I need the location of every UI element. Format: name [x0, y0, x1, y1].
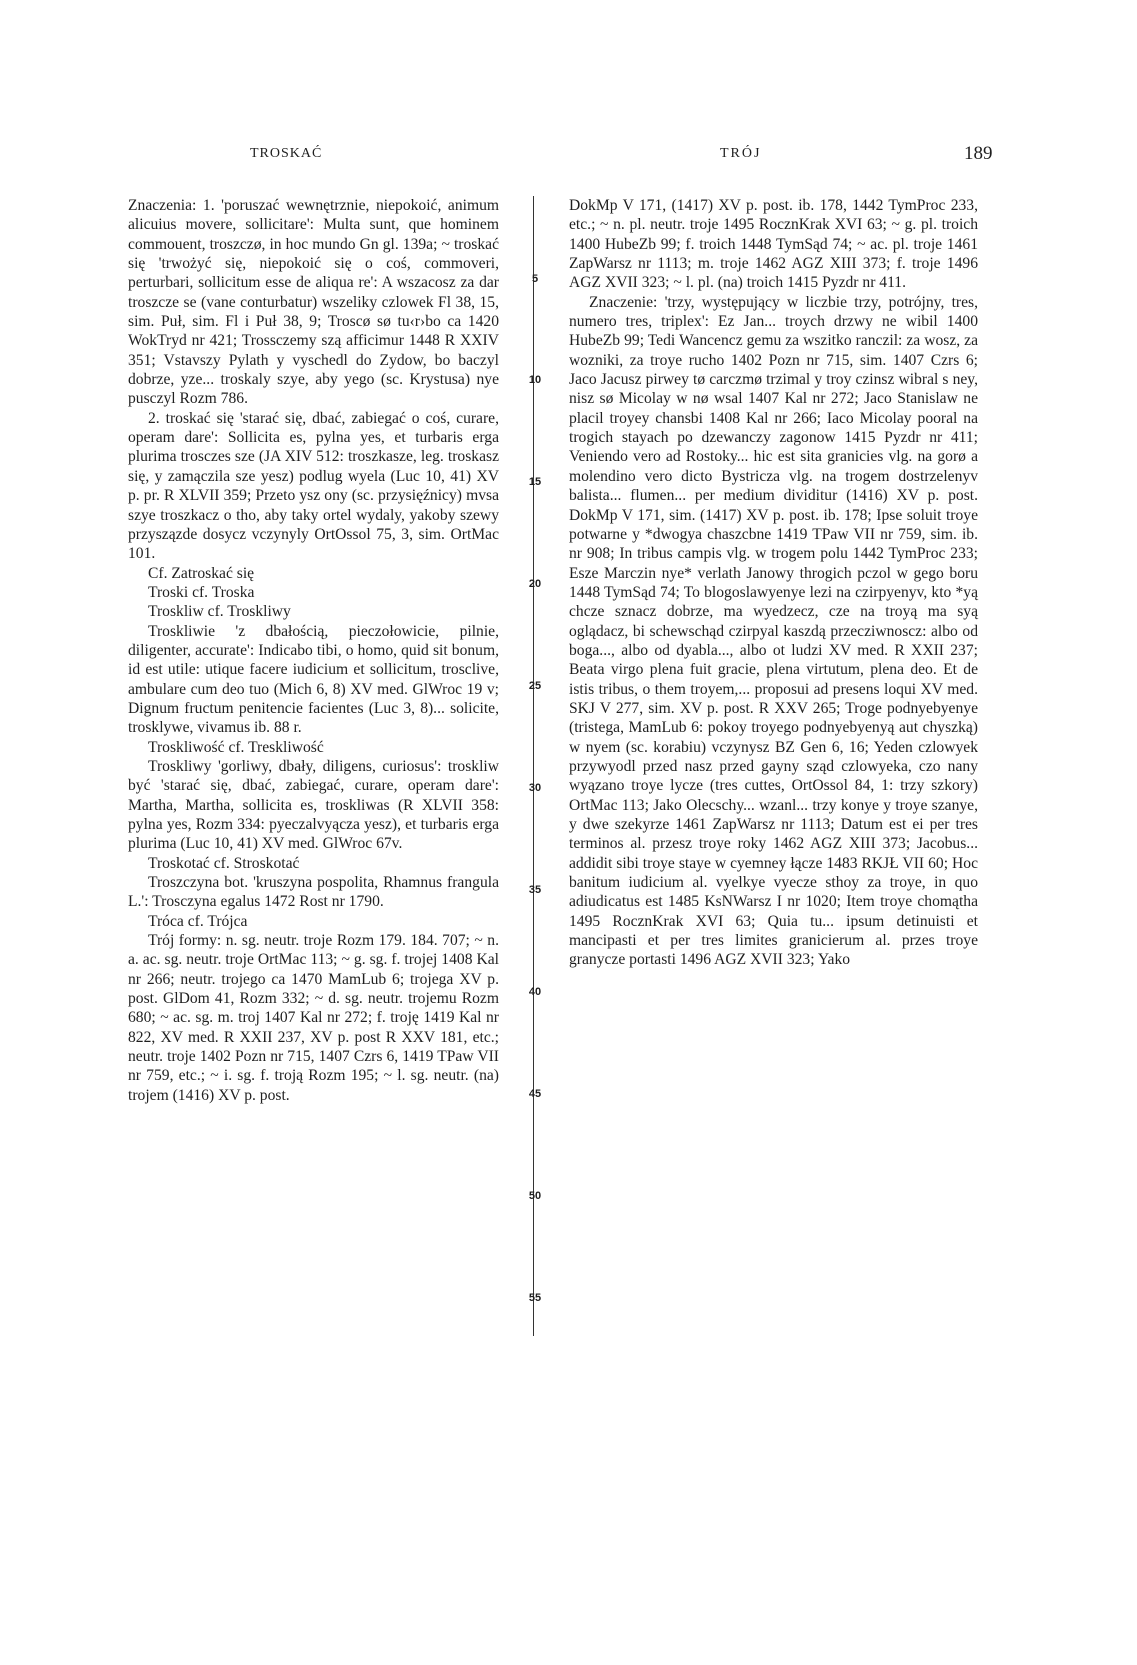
entry-paragraph: Troszczyna bot. 'kruszyna pospolita, Rhamnus frangula L.': Trosczyna egalus 1472 Rost nr 1790. [128, 874, 499, 911]
entry-paragraph: Troskliwie 'z dbałością, pieczołowicie, pilnie, diligenter, accurate': Indicabo tibi, o homo, quid sit bonum, id est utile: utique facere iudicium et sollicitum, trosclive, ambulare cum deo tuo (Mich 6, 8) XV med. GlWroc 19 v; Dignum fructum penitencie facientes (Luc 3, 8)... solicite, trosklywe, vivamus ib. 88 r. [128, 622, 499, 737]
line-number: 25 [528, 680, 542, 692]
line-number: 30 [528, 782, 542, 794]
line-number: 15 [528, 476, 542, 488]
entry-paragraph: Cf. Zatroskać się [148, 564, 255, 582]
entry-paragraph: Troskliwość cf. Treskliwość [148, 738, 324, 756]
running-head-right: TRÓJ [720, 146, 762, 161]
entry-paragraph: Troski cf. Troska [148, 583, 255, 601]
entry-paragraph: Troskliwy 'gorliwy, dbały, diligens, curiosus': troskliw być 'starać się, dbać, zabiegać, curare, operam dare': Martha, Martha, sollicita es, troskliwas (R XLVII 358: pylna yes, Rozm 334: pyeczalvyącza yesz), et turbaris erga plurima (Luc 10, 41) XV med. GlWroc 67v. [128, 757, 499, 853]
entry-paragraph: Trój formy: n. sg. neutr. troje Rozm 179. 184. 707; ~ n. a. ac. sg. neutr. troje OrtMac 113; ~ g. sg. f. trojej 1408 Kal nr 266; neutr. trojego ca 1470 MamLub 6; trojega XV p. post. GlDom 41, Rozm 332; ~ d. sg. neutr. trojemu Rozm 680; ~ ac. sg. m. troj 1407 Kal nr 272; f. troję 1419 Kal nr 822, XV med. R XXII 237, XV p. post R XXV 181, etc.; neutr. troje 1402 Pozn nr 715, 1407 Czrs 6, 1419 TPaw VII nr 759, etc.; ~ i. sg. f. troją Rozm 195; ~ l. sg. neutr. (na) trojem (1416) XV p. post. [128, 932, 499, 1104]
line-number: 50 [528, 1190, 542, 1202]
line-number: 10 [528, 374, 542, 386]
entry-paragraph: DokMp V 171, (1417) XV p. post. ib. 178, 1442 TymProc 233, etc.; ~ n. pl. neutr. troje 1495 RocznKrak XVI 63; ~ g. pl. troich 1400 HubeZb 99; f. troich 1448 TymSąd 74; ~ ac. pl. troje 1461 ZapWarsz nr 1113; m. troje 1462 AGZ XIII 373; f. troje 1496 AGZ XVII 323; ~ l. pl. (na) troich 1415 Pyzdr nr 411. [569, 197, 978, 292]
entry-paragraph: 2. troskać się 'starać się, dbać, zabiegać o coś, curare, operam dare': Sollicita es, pylna yes, et turbaris erga plurima trosczes sze (JA XIV 512: troszkasze, leg. troskasz się, y zamączila sze yesz) podlug wyela (Luc 10, 41) XV p. pr. R XLVII 359; Przeto ysz ony (sc. przysięźnicy) mvsa szye troszkacz o tho, aby taky ortel wydaly, yakoby szewy przyszązde dosycz vczynyly OrtOssol 75, 3, sim. OrtMac 101. [128, 409, 499, 563]
entry-paragraph: Znaczenia: 1. 'poruszać wewnętrznie, niepokoić, animum alicuius movere, sollicitare': Multa sunt, que hominem commouent, troszczø, in hoc mundo Gn gl. 139a; ~ troskać się 'trwożyć się, niepokoić się o coś, commoveri, perturbari, sollicitum esse de aliqua re': A wszacosz za dar troszcze se (vane conturbatur) wszeliky czlowek Fl 38, 15, sim. Puł, sim. Fl i Puł 38, 9; Troscø sø tu‹r›bo ca 1420 WokTryd nr 421; Trossczemy szą afficimur 1448 R XXIV 351; Vstavszy Pylath y vyschedl do Zydow, bo baczyl dobrze, yze... troskaly szye, aby yego (sc. Krystusa) nye pusczyl Rozm 786. [128, 197, 499, 408]
entry-paragraph: Tróca cf. Trójca [148, 912, 248, 930]
line-number: 40 [528, 986, 542, 998]
entry-paragraph: Troskliw cf. Troskliwy [148, 603, 291, 621]
entry-paragraph: Troskotać cf. Stroskotać [148, 854, 300, 872]
entry-paragraph: Znaczenie: 'trzy, występujący w liczbie trzy, potrójny, tres, numero tres, triplex': Ez Jan... troych drzwy ne wibil 1400 HubeZb 99; Tedi Wancencz gemu za wszitko ranczil: za wosz, za wozniki, za troye rucho 1402 Pozn nr 715, sim. 1407 Czrs 6; Jaco Jacusz pirwey tø carczmø trzimal y troy czinsz wibral s ney, nisz sø Micolay w nø wsal 1407 Kal nr 272; Jaco Stanislaw ne placil troyey chansbi 1408 Kal nr 266; Iaco Micolay pooral na trogich stayach po dzewanczy zagonow 1415 Pyzdr nr 411; Veniendo vero ad Rostoky... hic est sita granicies vlg. na gorø a molendino vero dicto Bystricza vlg. na trogem dostrzelenyv balista... flumen... per medium dividitur (1416) XV p. post. DokMp V 171, sim. (1417) XV p. post. ib. 178; Ipse soluit troye potwarne y *dwogya chaszcbne 1419 TPaw VII nr 759, sim. ib. nr 908; In tribus campis vlg. w trogem polu 1442 TymProc 233; Esze Marczin nye* verlath Janowy throgich pczol w gego boru 1448 TymSąd 74; To blogoslawyenye lezi na czirpyenyv, kto *yą chcze sznacz dobrze, ma wyedzecz, cze na troyą ma syą oglądacz, bi schewschąd czirpyal kaszdą przecziwnoscz: albo od boga..., albo od dyabla..., albo ot ludzi XV med. R XXII 237; Beata virgo plena fuit gracie, plena virtutum, plena deo. Et de istis tribus, o them troyem,... proposui ad presens loqui XV med. SKJ V 277, sim. XV p. post. R XXV 265; Troge podnyebyenye (tristega, MamLub 6: pokoy troyego podnyebyenyą aut chyszką) w nyem (sc. korabiu) vczynysz BZ Gen 6, 16; Yeden czlowyek przywyodl przed nasz przed gayny sząd czlowyeka, czo nany wyązano troye lycze (tres cuttes, OrtOssol 84, 1: trzy szkory) OrtMac 113; Jako Olecschy... wzanl... trzy konye y troye szanye, y dwe szekyrze 1461 ZapWarsz nr 1113; Datum est ei per tres terminos al. przesz troye roky 1462 AGZ XIII 373; Jacobus... addidit sibi troye staye w cyemney łącze 1483 RKJŁ VII 60; Hoc banitum iudicium al. vyelkye vyecze sthoy za troye, in quo adiudicatus est 1485 KsNWarsz I nr 1020; Item troye chomątha 1495 RocznKrak XVI 63; Quia tu... ipsum detinuisti et mancipasti et per tres limites granicierum al. przes troye granycze portasti 1496 AGZ XVII 323; Yako [569, 293, 978, 969]
right-column [569, 196, 978, 970]
line-number: 20 [528, 578, 542, 590]
page-number: 189 [964, 143, 993, 164]
running-head-left: TROSKAĆ [250, 146, 323, 161]
line-number: 55 [528, 1292, 542, 1304]
line-number: 45 [528, 1088, 542, 1100]
page-header [0, 143, 1137, 170]
line-number: 35 [528, 884, 542, 896]
line-number: 5 [531, 273, 539, 285]
column-divider [533, 196, 534, 1336]
left-column [128, 196, 499, 1105]
